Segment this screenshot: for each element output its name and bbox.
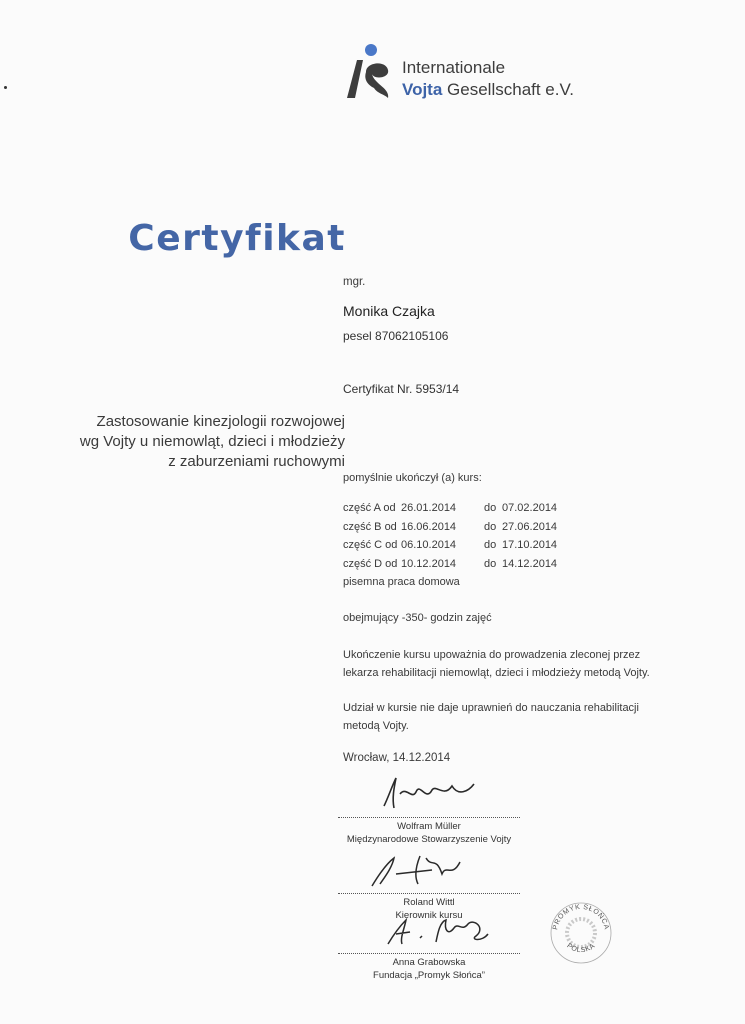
course-part-row <box>343 558 557 577</box>
signatory-name: Anna Grabowska <box>392 957 466 968</box>
stamp-top-text: PROMYK SŁOŃCA <box>552 903 610 931</box>
handwritten-signature-icon <box>336 772 522 812</box>
part-to-label: do <box>484 539 497 551</box>
part-label: część B od <box>343 520 397 533</box>
part-to-date: 14.12.2014 <box>502 557 558 570</box>
part-from-date: 16.06.2014 <box>401 520 457 533</box>
course-part-row <box>343 521 557 540</box>
part-to-label: do <box>484 557 497 570</box>
part-from-date: 26.01.2014 <box>401 502 457 514</box>
logo-rest-text: Gesellschaft e.V. <box>447 80 574 99</box>
vojta-logo-icon <box>344 42 396 102</box>
scan-speck <box>4 86 7 89</box>
signatory-role: Międzynarodowe Stowarzyszenie Vojty <box>346 834 512 845</box>
signatory-role: Kierownik kursu <box>395 910 463 921</box>
handwritten-signature-icon <box>336 908 522 948</box>
part-to-label: do <box>484 520 497 533</box>
part-from-date: 10.12.2014 <box>401 557 457 570</box>
logo-accent-word: Vojta <box>402 80 443 99</box>
authorization-text: Ukończenie kursu upoważnia do prowadzenia zleconej przez lekarza rehabilitacji niemowląt, dzieci i młodzieży metodą Vojty. <box>343 649 650 679</box>
recipient-pesel: pesel 87062105106 <box>343 329 449 343</box>
signature-line <box>338 893 520 894</box>
logo-text-line1: Internationale <box>402 58 506 77</box>
signature-line <box>338 953 520 954</box>
recipient-name: Monika Czajka <box>343 303 435 319</box>
svg-text:POLSKA <box>565 942 596 954</box>
signature-block <box>336 908 522 981</box>
course-parts-list <box>343 502 557 595</box>
signatory-name: Wolfram Müller <box>397 821 461 832</box>
homework-line: pisemna praca domowa <box>343 576 460 588</box>
signatory-name: Roland Wittl <box>403 897 455 908</box>
course-part-row <box>343 539 557 558</box>
part-to-date: 07.02.2014 <box>502 502 558 514</box>
course-name-line: wg Vojty u niemowląt, dzieci i młodzieży <box>79 433 345 450</box>
course-name <box>15 412 345 472</box>
certificate-title: Certyfikat <box>128 218 346 259</box>
completed-label: pomyślnie ukończył (a) kurs: <box>343 472 482 484</box>
part-from-date: 06.10.2014 <box>401 539 457 551</box>
handwritten-signature-icon <box>336 848 522 888</box>
part-to-date: 17.10.2014 <box>502 539 558 551</box>
signature-line <box>338 817 520 818</box>
logo-text-line2 <box>402 80 574 100</box>
foundation-stamp-icon <box>548 900 614 966</box>
part-label: część A od <box>343 502 396 514</box>
certificate-number: Certyfikat Nr. 5953/14 <box>343 382 460 396</box>
disclaimer-text: Udział w kursie nie daje uprawnień do nauczania rehabilitacji metodą Vojty. <box>343 702 639 732</box>
course-name-line: z zaburzeniami ruchowymi <box>168 453 345 470</box>
part-to-label: do <box>484 502 497 514</box>
signatory-role: Fundacja „Promyk Słońca” <box>373 970 485 981</box>
part-label: część C od <box>343 539 398 551</box>
place-date: Wrocław, 14.12.2014 <box>343 752 451 764</box>
signature-block <box>336 772 522 845</box>
course-part-row <box>343 502 557 521</box>
course-name-line: Zastosowanie kinezjologii rozwojowej <box>96 413 345 430</box>
recipient-prefix: mgr. <box>343 276 366 288</box>
part-label: część D od <box>343 557 398 570</box>
stamp-bottom-text: POLSKA <box>565 942 597 955</box>
part-to-date: 27.06.2014 <box>502 520 558 533</box>
course-hours: obejmujący -350- godzin zajęć <box>343 612 492 624</box>
